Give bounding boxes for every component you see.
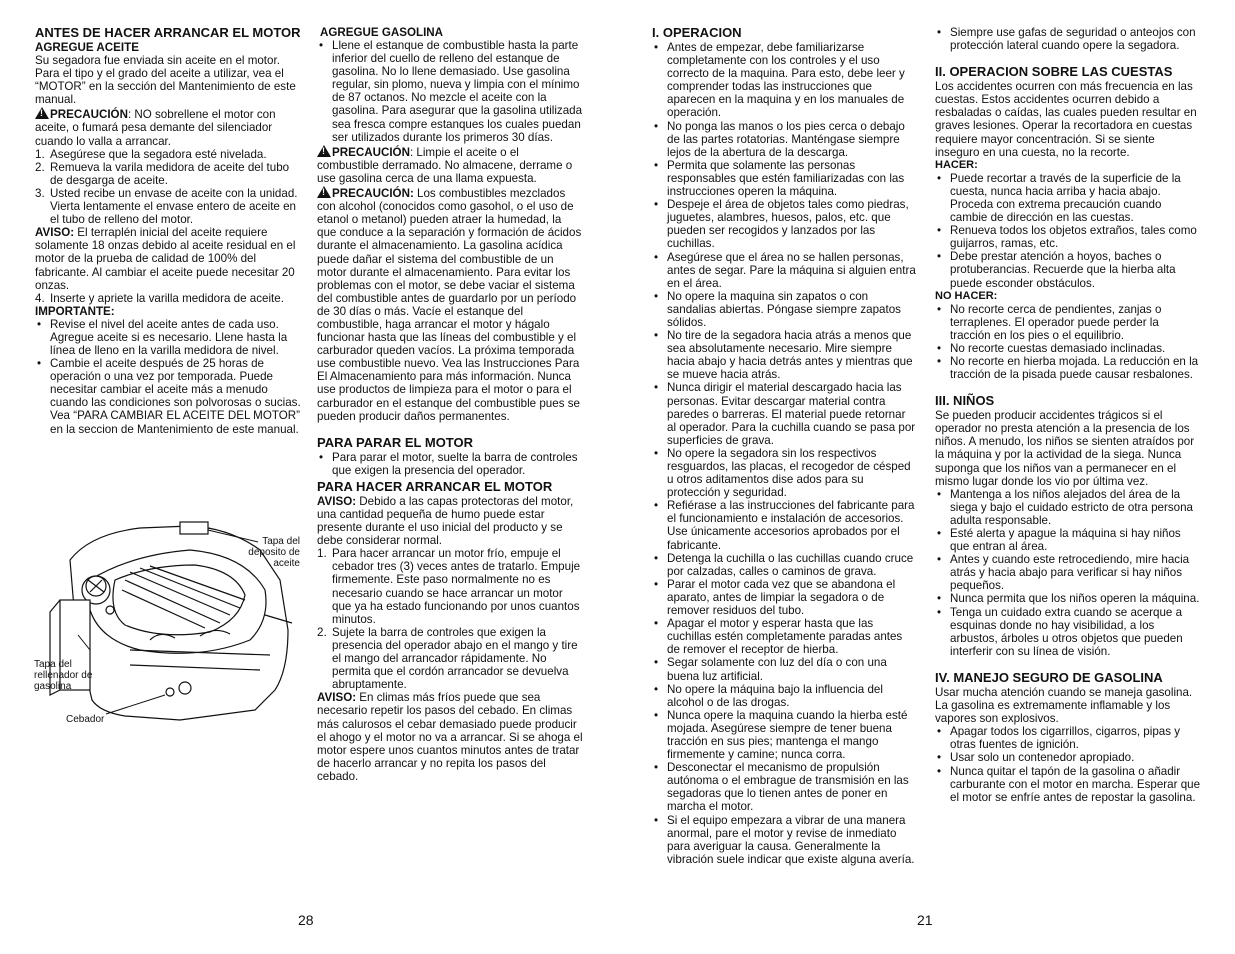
list-item: • Refiérase a las instrucciones del fabricante para el funcionamiento e instalación de accesorios. Use únicamente accesorios aprobados por el fabricante.	[652, 499, 916, 551]
heading-agregue-gasolina: AGREGUE GASOLINA	[320, 26, 444, 39]
list-item: • No opere la máquina bajo la influencia del alcohol o de las drogas.	[652, 683, 916, 709]
heading-manejo-gasolina: IV. MANEJO SEGURO DE GASOLINA	[935, 669, 1163, 685]
list-item: • Nunca permita que los niños operen la máquina.	[935, 592, 1201, 605]
list-item: 2. Sujete la barra de controles que exigen la presencia del operador abajo en el mango y tire el mango del arrancador rápidamente. No permita que el cordón arrancador se devuelva abruptamente.	[317, 625, 578, 692]
list-item: • Usar solo un contenedor apropiado.	[935, 751, 1201, 764]
operacion-list	[652, 41, 916, 866]
list-item: • Nunca dirigir el material descargado hacia las personas. Evitar descargar material contra paredes o barreras. El material puede retornar al operador. Para la cuchilla cuando se pasa por superficies de grava.	[652, 381, 916, 446]
list-item: • Permita que solamente las personas responsables que estén familiarizadas con las instrucciones operen la máquina.	[652, 159, 916, 198]
list-item: • Puede recortar a través de la superficie de la cuesta, nunca hacia arriba y hacia abajo. Proceda con extrema precaución cuando cambie de dirección en las cuestas.	[935, 172, 1201, 224]
list-item: • No opere la maquina sin zapatos o con sandalias abiertas. Póngase siempre zapatos sólidos.	[652, 290, 916, 329]
heading-agregue-aceite: AGREGUE ACEITE	[35, 41, 139, 54]
list-item: • Antes y cuando este retrocediendo, mire hacia atrás y hacia abajo para verificar si hay niños pequeños.	[935, 553, 1201, 592]
label-tapa-deposito: Tapa del deposito de aceite	[248, 536, 300, 569]
column-3	[652, 26, 916, 866]
column-4	[935, 26, 1201, 804]
label-cebador: Cebador	[66, 714, 105, 725]
list-item: • Apagar todos los cigarrillos, cigarros, pipas y otras fuentes de ignición.	[935, 725, 1201, 751]
heading-ninos: III. NIÑOS	[935, 393, 995, 409]
list-item: • Nunca quitar el tapón de la gasolina o añadir carburante con el motor en marcha. Esperar que el motor se enfríe antes de repostar la gasolina.	[935, 765, 1201, 804]
list-item: 1. Asegúrese que la segadora esté nivelada.	[35, 147, 267, 161]
list-item: • Desconectar el mecanismo de propulsión autónoma o el embrague de transmisión en las segadoras que lo tienen antes de poner en marcha el motor.	[652, 761, 916, 813]
list-item: 2. Remueva la varila medidora de aceite del tubo de desgarga de aceite.	[35, 160, 290, 187]
heading-operacion: I. OPERACION	[652, 25, 742, 40]
list-item: • No recorte cerca de pendientes, zanjas o terraplenes. El operador puede perder la tracción en los pies o el equilibrio.	[935, 303, 1201, 342]
list-item: • Renueva todos los objetos extraños, tales como guijarros, ramas, etc.	[935, 224, 1201, 250]
notice-aceite: AVISO: El terraplén inicial del aceite requiere solamente 18 onzas debido al aceite residual en el motor de la prueba de calidad de 100% del fabricante. Al cambiar el aceite puede necesitar 20 onzas.	[35, 226, 296, 292]
list-item: 1. Para hacer arrancar un motor frío, empuje el cebador tres (3) veces antes de tratarlo. Empuje firmemente. Este paso normalmente no es necesario cuando se hace arrancar un motor que ya ha estado funcionando por unos cuantos minutos.	[317, 547, 581, 626]
page-number-left: 28	[298, 912, 314, 928]
caution-2: !PRECAUCIÓN: Limpie el aceite o el combustible derramado. No almacene, derrame o use gasolina cerca de una llama expuesta.	[317, 144, 583, 185]
page-number-right: 21	[917, 912, 933, 928]
oil-steps	[35, 148, 301, 227]
list-item: • Para parar el motor, suelte la barra de controles que exigen la presencia del operador.	[317, 451, 583, 477]
list-item: • Parar el motor cada vez que se abandona el aparato, antes de limpiar la segadora o de remover residuos del tubo.	[652, 578, 916, 617]
heading-cuestas: II. OPERACION SOBRE LAS CUESTAS	[935, 64, 1173, 80]
heading-importante: IMPORTANTE:	[35, 304, 115, 318]
importante-list	[35, 318, 301, 436]
column-2	[317, 26, 583, 783]
list-item: • Apagar el motor y esperar hasta que las cuchillas estén completamente paradas antes de remover el receptor de hierba.	[652, 617, 916, 656]
list-item: • Siempre use gafas de seguridad o anteojos con protección lateral cuando opere la segadora.	[935, 26, 1201, 52]
list-item: • Debe prestar atención a hoyos, baches o protuberancias. Recuerde que la hierba alta puede esconder obstáculos.	[935, 250, 1201, 289]
heading-no-hacer: NO HACER:	[935, 289, 998, 302]
list-item: • Nunca opere la maquina cuando la hierba esté mojada. Asegúrese siempre de tener buena tracción en sus pies; mantenga el mango firmemente y camine; nunca corra.	[652, 709, 916, 761]
list-item: • Revise el nivel del aceite antes de cada uso. Agregue aceite si es necesario. Llene hasta la línea de lleno en la varilla medidora de nivel.	[35, 318, 301, 357]
list-item: • Asegúrese que el área no se hallen personas, antes de segar. Pare la máquina si alguien entra en el área.	[652, 251, 916, 290]
list-item: • No opere la segadora sin los respectivos resguardos, las placas, el recogedor de césped u otros aditamentos dise ados para su protección y seguridad.	[652, 447, 916, 499]
caution-3: !PRECAUCIÓN: Los combustibles mezclados con alcohol (conocidos como gasohol, o el uso de etanol o metanol) pueden atraer la humedad, la que conduce a la separación y formación de ácidos durante el almacenamiento. La gasolina acídica puede dañar el sistema del combustible de un motor durante el almacenamiento. Para evitar los problemas con el motor, se debe vaciar el sistema del combustible antes de guardarlo por un período de 30 días o más. Vacíe el estanque del combustible, haga arrancar el motor y hágalo funcionar hasta que las líneas del combustible y el carburador queden vacíos. La próxima temporada use combustible nuevo. Vea las Instrucciones Para El Almacenamiento para más información. Nunca use productos de limpieza para el motor o para el carburador en el estanque del combustible pues se pueden producir daños permanentes.	[317, 185, 583, 423]
warning-triangle-icon	[317, 145, 331, 157]
caution-1: !PRECAUCIÓN: NO sobrellene el motor con aceite, o fumará pesa demante del silenciador cuando lo valla a arrancar.	[35, 106, 301, 147]
column-1	[35, 26, 301, 436]
heading-hacer: HACER:	[935, 158, 978, 171]
notice-humo: AVISO: Debido a las capas protectoras del motor, una cantidad pequeña de humo puede estar presente durante el uso inicial del producto y se debe considerar normal.	[317, 494, 574, 548]
paragraph-aceite: Su segadora fue enviada sin aceite en el motor. Para el tipo y el grado del aceite a utilizar, vea el “MOTOR” en la sección del Mantenimiento de este manual.	[35, 54, 296, 107]
list-item: • Despeje el área de objetos tales como piedras, juguetes, alambres, huesos, palos, etc. que pueden ser recogidos y lanzados por las cuchillas.	[652, 198, 916, 250]
warning-triangle-icon	[35, 107, 49, 119]
paragraph-ninos: Se pueden producir accidentes trágicos si el operador no presta atención a la presencia de los niños. A menudo, los niños se sienten atraídos por la máquina y por la actividad de la siega. Nunca suponga que los niños van a permanecer en el mismo lugar donde los vio por última vez.	[935, 409, 1195, 488]
list-item: 3. Usted recibe un envase de aceite con la unidad. Vierta lentamente el envase entero de aceite en el tubo de relleno del motor.	[35, 186, 298, 227]
list-item: • No ponga las manos o los pies cerca o debajo de las partes rotatorias. Manténgase siempre lejos de la abertura de la descarga.	[652, 120, 916, 159]
list-item: • Llene el estanque de combustible hasta la parte inferior del cuello de relleno del estanque de gasolina. No lo llene demasiado. Use gasolina regular, sin plomo, nueva y limpia con el mínimo de 87 octanos. No mezcle el aceite con la gasolina. Para asegurar que la gasolina utilizada sea fresca compre estanques los cuales puedan ser utilizados durante los primeros 30 días.	[317, 39, 583, 144]
list-item: • No recorte cuestas demasiado inclinadas.	[935, 342, 1201, 355]
list-item: • Antes de empezar, debe familiarizarse completamente con los controles y el uso correcto de la maquina. Para esto, debe leer y comprender todas las instrucciones que aparecen en la maquina y en los manuales de operación.	[652, 41, 916, 120]
warning-triangle-icon	[317, 186, 331, 198]
list-item: • Detenga la cuchilla o las cuchillas cuando cruce por calzadas, calles o caminos de grava.	[652, 552, 916, 578]
list-item: • Esté alerta y apague la máquina si hay niños que entran al área.	[935, 527, 1201, 553]
list-item: • No recorte en hierba mojada. La reducción en la tracción de la pisada puede causar resbalones.	[935, 355, 1201, 381]
heading-arrancar-motor: PARA HACER ARRANCAR EL MOTOR	[317, 478, 553, 494]
list-item: • Segar solamente con luz del día o con una buena luz artificial.	[652, 656, 916, 682]
list-item: • Cambie el aceite después de 25 horas de operación o una vez por temporada. Puede necesitar cambiar el aceite más a menudo cuando las condiciones son polvorosas o sucias. Vea “PARA CAMBIAR EL ACEITE DEL MOTOR” en la seccion de Mantenimiento de este manual.	[35, 357, 301, 436]
notice-cebado: AVISO: En climas más fríos puede que sea necesario repetir los pasos del cebado. En climas más calurosos el cebar demasiado puede producir el ahogo y el motor no va a arrancar. Si se ahoga el motor espere unos cuantos minutos antes de tratar de hacerlo arrancar y no repita los pasos del cebado.	[317, 691, 583, 783]
paragraph-gasolina: Usar mucha atención cuando se maneja gasolina. La gasolina es extremamente inflamable y los vapores son explosivos.	[935, 685, 1193, 726]
list-item: 4. Inserte y apriete la varilla medidora de aceite.	[35, 291, 284, 305]
list-item: • No tire de la segadora hacia atrás a menos que sea absolutamente necesario. Mire siempre hacia abajo y hacia detrás antes y mientras que se mueve hacia atrás.	[652, 329, 916, 381]
list-item: • Tenga un cuidado extra cuando se acerque a esquinas donde no hay visibilidad, a los arbustos, árboles u otros objetos que pueden interferir con su línea de visión.	[935, 606, 1201, 658]
label-tapa-rellenador: Tapa del rellenador de gasolina	[34, 659, 93, 692]
paragraph-cuestas: Los accidentes ocurren con más frecuencia en las cuestas. Estos accidentes ocurren debido a resbaladas o caídas, las cuales pueden resultar en graves lesiones. Operar la recortadora en cuestas requiere mayor concentración. Si se siente inseguro en una cuesta, no la recorte.	[935, 80, 1197, 159]
heading-antes-arrancar: ANTES DE HACER ARRANCAR EL MOTOR	[35, 25, 301, 40]
heading-parar-motor: PARA PARAR EL MOTOR	[317, 434, 474, 450]
list-item: • Si el equipo empezara a vibrar de una manera anormal, pare el motor y revise de inmediato para averiguar la causa. Generalmente la vibración suele indicar que existe alguna avería.	[652, 814, 916, 866]
list-item: • Mantenga a los niños alejados del área de la siega y bajo el cuidado estricto de otra persona adulta responsable.	[935, 488, 1201, 527]
